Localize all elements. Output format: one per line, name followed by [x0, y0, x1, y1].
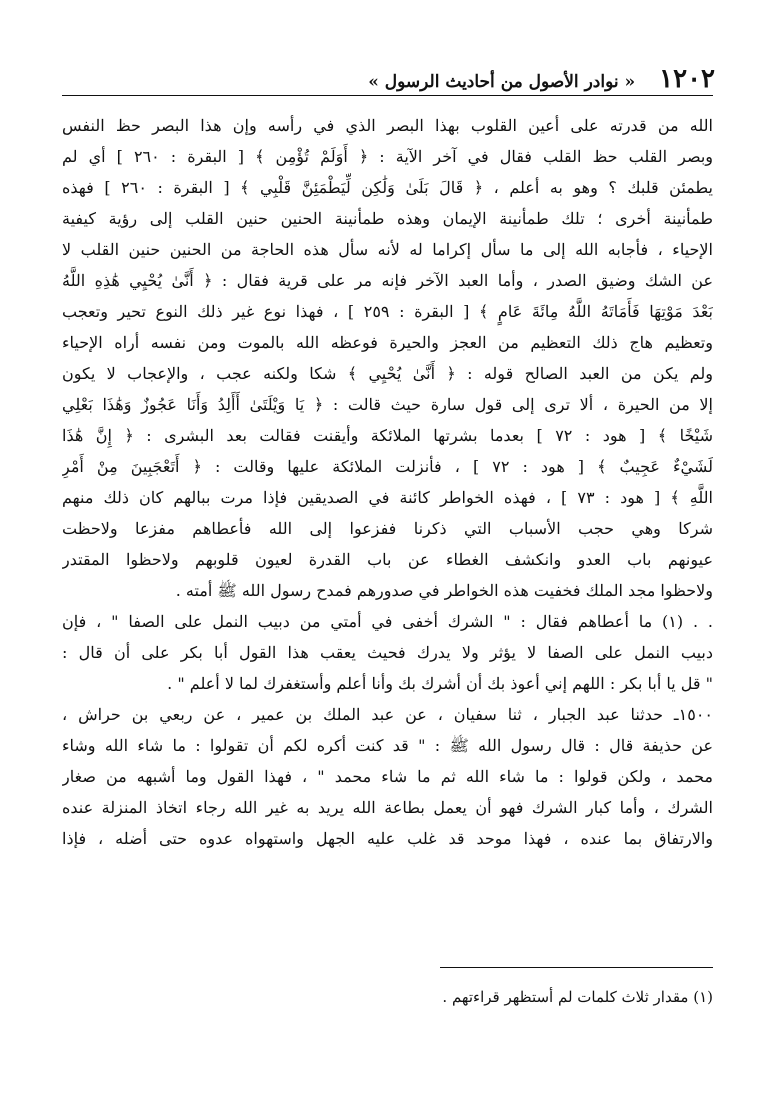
text-line: إلا من الحيرة ، ألا ترى إلى قول سارة حيث قالت : ﴿ يَا وَيْلَتَىٰ أَأَلِدُ وَأَنَا عَجُوزٌ وَهَٰذَا بَعْلِي — [62, 395, 713, 414]
text-line: ولاحظوا مجد الملك فخفيت هذه الخواطر في صدورهم فمدح رسول الله ﷺ أمته . — [175, 581, 713, 600]
text-line: . . (١) ما أعطاهم فقال : " الشرك أخفى في أمتي من دبيب النمل على الصفا " ، فإن — [62, 612, 713, 631]
body-text — [62, 110, 713, 854]
hadith-line: ١٥٠٠ـ حدثنا عبد الجبار ، ثنا سفيان ، عن عبد الملك بن عمير ، عن ربعي بن حراش ، — [62, 705, 713, 724]
text-line: عن حذيفة قال : قال رسول الله ﷺ : " قد كنت أكره لكم أن تقولوا : ما شاء الله وشاء — [62, 736, 713, 755]
text-line: شَيْخًا ﴾ [ هود : ٧٢ ] بعدما بشرتها الملائكة وأيقنت فقالت بعد البشرى : ﴿ إِنَّ هَٰذَا — [62, 426, 713, 445]
text-line: بَعْدَ مَوْتِهَا فَأَمَاتَهُ اللَّهُ مِائَةَ عَامٍ ﴾ [ البقرة : ٢٥٩ ] ، فهذا نوع غير ذلك النوع تحير وتعجب — [62, 302, 713, 321]
text-line: وتعظيم هاج ذلك التعظيم من العجز والحيرة فوعظه الله بالموت ومن نفسه أراه الإحياء — [62, 333, 713, 352]
text-line: دبيب النمل على الصفا لا يؤثر ولا يدرك فحيث يعقب هذا القول أبا بكر على أن قال : — [62, 643, 713, 662]
text-line: والارتفاق بما عنده ، فهذا موحد قد غلب عليه الجهل واستهواه عدوه حتى أضله ، فإذا — [62, 829, 713, 848]
header-rule — [62, 95, 713, 96]
text-line: الشرك ، وأما كبار الشرك فهو أن يعمل بطاعة الله يريد به غير الله رجاء اتخاذ المنزلة عنده — [62, 798, 713, 817]
text-line: طمأنينة أخرى ؛ تلك طمأنينة الإيمان وهذه طمأنينة الحنين حنين القلب إلى رؤية كيفية — [62, 209, 713, 228]
text-line: عن الشك وضيق الصدر ، وأما العبد الآخر فإنه مر على قرية فقال : ﴿ أَنَّىٰ يُحْيِي هَٰذِهِ اللَّهُ — [62, 271, 713, 290]
text-line: اللَّهِ ﴾ [ هود : ٧٣ ] ، فهذه الخواطر كائنة في الصديقين فإذا مرت ببالهم كان ذلك منهم — [62, 488, 713, 507]
text-line: يطمئن قلبك ؟ وهو به أعلم ، ﴿ قَالَ بَلَىٰ وَلَٰكِن لِّيَطْمَئِنَّ قَلْبِي ﴾ [ البقرة : ٢٦٠ ] فهذه — [62, 178, 713, 197]
text-line: الإحياء ، فأجابه الله إلى ما سأل إكراما له لأنه سأل هذه الحاجة من الحنين حنين القلب لا — [62, 240, 713, 259]
footnote-rule — [440, 967, 713, 968]
text-line: ولم يكن من العبد الصالح قوله : ﴿ أَنَّىٰ يُحْيِي ﴾ شكا ولكنه عجب ، والإعجاب لا يكون — [62, 364, 713, 383]
footnote: (١) مقدار ثلاث كلمات لم أستظهر قراءتهم . — [442, 988, 713, 1006]
text-line: لَشَيْءٌ عَجِيبٌ ﴾ [ هود : ٧٢ ] ، فأنزلت الملائكة عليها وقالت : ﴿ أَتَعْجَبِينَ مِنْ أَمْرِ — [62, 457, 713, 476]
text-line: محمد ، ولكن قولوا : ما شاء الله ثم ما شاء محمد " ، فهذا القول وما أشبهه من صغار — [62, 767, 713, 786]
text-line: عيونهم باب العدو وانكشف الغطاء عن باب القدرة لعيون قلوبهم ولاحظوا المقتدر — [62, 550, 713, 569]
page-number: ١٢٠٢ — [659, 64, 715, 94]
text-line: وبصر القلب حظ القلب فقال في آخر الآية : ﴿ أَوَلَمْ تُؤْمِن ﴾ [ البقرة : ٢٦٠ ] أي لم — [62, 147, 713, 166]
text-line: الله من قدرته على أعين القلوب بهذا البصر الذي في رأسه وإن هذا البصر حظ النفس — [62, 116, 713, 135]
text-line: " قل يا أبا بكر : اللهم إني أعوذ بك أن أشرك بك وأنا أعلم وأستغفرك لما لا أعلم " . — [167, 674, 713, 693]
running-title: « نوادر الأصول من أحاديث الرسول » — [368, 72, 636, 92]
page-header — [60, 60, 715, 94]
text-line: شركا وهي حجب الأسباب التي ذكرنا ففزعوا إلى الله فأعطاهم مفزعا ولاحظت — [62, 519, 713, 538]
